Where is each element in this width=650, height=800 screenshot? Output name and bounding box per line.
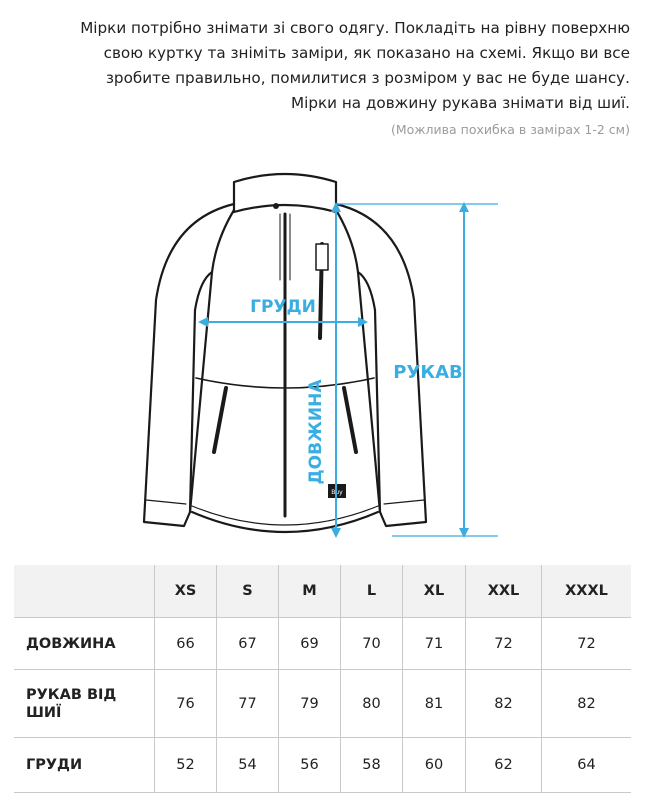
table-cell: 64 <box>542 738 632 793</box>
sleeve-label: РУКАВ <box>393 362 463 383</box>
intro-line: Мірки потрібно знімати зі свого одягу. Покладіть на рівну поверхню <box>80 19 630 37</box>
size-header-xs: XS <box>155 565 217 618</box>
intro-line: Мірки на довжину рукава знімати від шиї. <box>291 94 630 112</box>
size-header-s: S <box>217 565 279 618</box>
table-cell: 62 <box>466 738 542 793</box>
table-cell: 54 <box>217 738 279 793</box>
table-cell: 79 <box>279 670 341 738</box>
table-cell: 77 <box>217 670 279 738</box>
size-header-xl: XL <box>403 565 466 618</box>
table-cell: 69 <box>279 618 341 670</box>
intro-line: зробите правильно, помилитися з розміром у вас не буде шансу. <box>105 69 630 87</box>
intro-line: свою куртку та зніміть заміри, як показано на схемі. Якщо ви все <box>103 44 630 62</box>
table-cell: 66 <box>155 618 217 670</box>
size-header-row <box>14 565 631 618</box>
table-cell: 56 <box>279 738 341 793</box>
table-row-chest <box>14 738 631 793</box>
table-cell: 58 <box>341 738 403 793</box>
table-cell: 72 <box>466 618 542 670</box>
size-header-l: L <box>341 565 403 618</box>
table-cell: 82 <box>542 670 632 738</box>
table-cell: 72 <box>542 618 632 670</box>
intro-text <box>30 16 630 116</box>
row-label: ДОВЖИНА <box>14 618 155 670</box>
table-cell: 76 <box>155 670 217 738</box>
jacket-outline <box>144 174 426 532</box>
table-cell: 81 <box>403 670 466 738</box>
brand-tag-text: Buy <box>331 489 343 496</box>
size-header-xxl: XXL <box>466 565 542 618</box>
row-label: ГРУДИ <box>14 738 155 793</box>
size-header-m: M <box>279 565 341 618</box>
table-cell: 71 <box>403 618 466 670</box>
header-corner <box>14 565 155 618</box>
table-row-length <box>14 618 631 670</box>
size-table <box>14 565 631 793</box>
row-label: РУКАВ ВІД ШИЇ <box>14 670 155 738</box>
table-cell: 67 <box>217 618 279 670</box>
chest-label: ГРУДИ <box>250 297 316 317</box>
size-header-xxxl: XXXL <box>542 565 632 618</box>
measurement-error-note: (Можлива похибка в замірах 1-2 см) <box>390 122 630 137</box>
table-cell: 60 <box>403 738 466 793</box>
table-cell: 80 <box>341 670 403 738</box>
table-cell: 70 <box>341 618 403 670</box>
table-cell: 52 <box>155 738 217 793</box>
length-label: ДОВЖИНА <box>306 379 326 485</box>
table-cell: 82 <box>466 670 542 738</box>
jacket-diagram-svg <box>130 160 530 540</box>
jacket-diagram <box>130 160 530 540</box>
table-row-sleeve <box>14 670 631 738</box>
